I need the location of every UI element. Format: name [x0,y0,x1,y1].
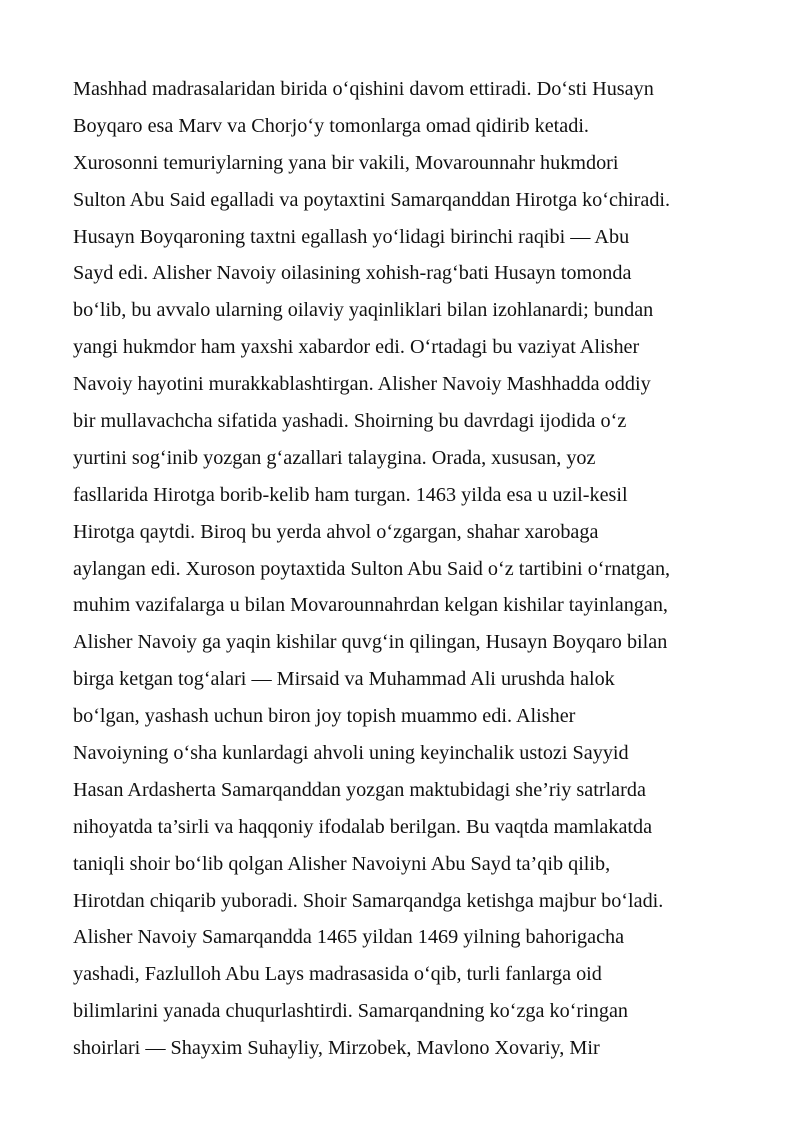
text-line: birga ketgan tog‘alari — Mirsaid va Muhammad Ali urushda halok [73,668,615,691]
text-line: shoirlari — Shayxim Suhayliy, Mirzobek, Mavlono Xovariy, Mir [73,1037,600,1060]
text-line: bilimlarini yanada chuqurlashtirdi. Samarqandning ko‘zga ko‘ringan [73,1000,628,1023]
text-line: Navoiyning o‘sha kunlardagi ahvoli uning keyinchalik ustozi Sayyid [73,742,629,765]
text-line: Xurosonni temuriylarning yana bir vakili, Movarounnahr hukmdori [73,151,619,174]
text-line: Hirotga qaytdi. Biroq bu yerda ahvol o‘zgargan, shahar xarobaga [73,520,599,543]
text-line: Boyqaro esa Marv va Chorjo‘y tomonlarga omad qidirib ketadi. [73,114,589,137]
text-line: aylangan edi. Xuroson poytaxtida Sulton Abu Said o‘z tartibini o‘rnatgan, [73,557,671,580]
text-line: Sulton Abu Said egalladi va poytaxtini Samarqanddan Hirotga ko‘chiradi. [73,188,671,211]
text-line: Husayn Boyqaroning taxtni egallash yo‘lidagi birinchi raqibi — Abu [73,225,630,248]
text-line: bo‘lgan, yashash uchun biron joy topish muammo edi. Alisher [73,705,576,728]
text-line: yurtini sog‘inib yozgan g‘azallari talaygina. Orada, xususan, yoz [73,446,596,469]
body-text [73,71,753,1067]
text-line: taniqli shoir bo‘lib qolgan Alisher Navoiyni Abu Sayd ta’qib qilib, [73,852,611,875]
text-line: Hasan Ardasherta Samarqanddan yozgan maktubidagi she’riy satrlarda [73,778,646,801]
text-line: Alisher Navoiy Samarqandda 1465 yildan 1469 yilning bahorigacha [73,926,625,949]
text-line: bir mullavachcha sifatida yashadi. Shoirning bu davrdagi ijodida o‘z [73,410,627,433]
text-line: Sayd edi. Alisher Navoiy oilasining xohish-rag‘bati Husayn tomonda [73,262,632,285]
text-line: Hirotdan chiqarib yuboradi. Shoir Samarqandga ketishga majbur bo‘ladi. [73,889,664,912]
text-line: muhim vazifalarga u bilan Movarounnahrdan kelgan kishilar tayinlangan, [73,594,668,617]
text-line: Navoiy hayotini murakkablashtirgan. Alisher Navoiy Mashhadda oddiy [73,373,651,396]
text-line: Alisher Navoiy ga yaqin kishilar quvg‘in qilingan, Husayn Boyqaro bilan [73,631,668,654]
text-line: yangi hukmdor ham yaxshi xabardor edi. O‘rtadagi bu vaziyat Alisher [73,336,640,359]
text-line: Mashhad madrasalaridan birida o‘qishini davom ettiradi. Do‘sti Husayn [73,78,654,100]
text-line: fasllarida Hirotga borib-kelib ham turgan. 1463 yilda esa u uzil-kesil [73,483,628,506]
text-line: nihoyatda ta’sirli va haqqoniy ifodalab berilgan. Bu vaqtda mamlakatda [73,815,653,838]
text-line: yashadi, Fazlulloh Abu Lays madrasasida o‘qib, turli fanlarga oid [73,963,602,986]
text-line: bo‘lib, bu avvalo ularning oilaviy yaqinliklari bilan izohlanardi; bundan [73,299,654,322]
